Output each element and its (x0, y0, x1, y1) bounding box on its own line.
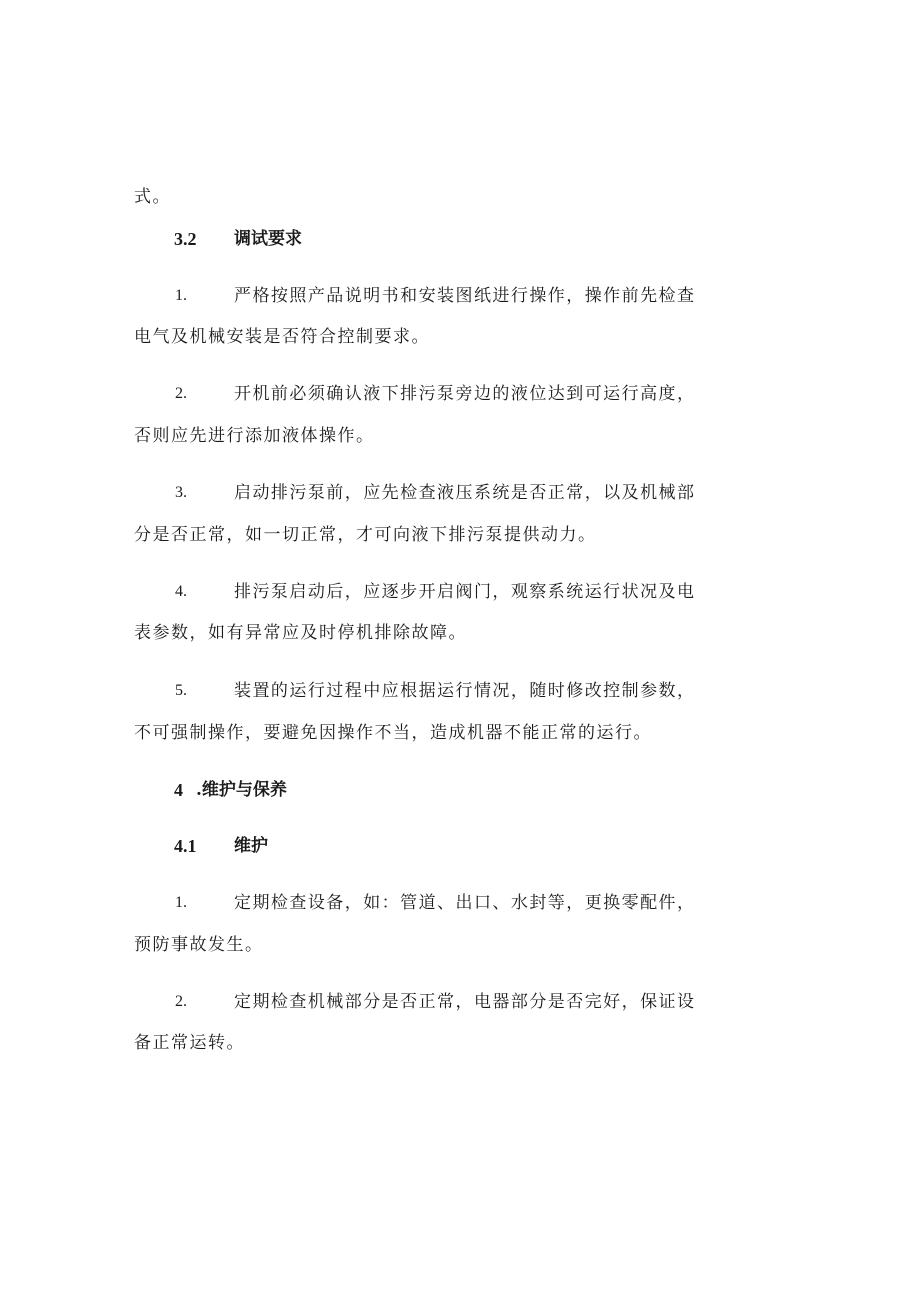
section-number: 4 (174, 780, 183, 800)
list-item-line: 开机前必须确认液下排污泵旁边的液位达到可运行高度， (234, 384, 694, 404)
list-item-number: 4. (175, 583, 187, 600)
list-item-number: 5. (175, 682, 187, 699)
list-item-line: 严格按照产品说明书和安装图纸进行操作，操作前先检查 (234, 286, 694, 306)
section-4-title: .维护与保养 (196, 780, 287, 800)
list-item-line: 启动排污泵前，应先检查液压系统是否正常，以及机械部 (234, 483, 694, 503)
section-3-2-title: 调试要求 (234, 229, 302, 249)
section-4-heading (174, 779, 183, 802)
section-number: 3.2 (174, 229, 197, 249)
section-4-1-title: 维护 (234, 836, 268, 856)
list-item-line: 预防事故发生。 (134, 935, 264, 955)
section-3-2-heading (174, 228, 197, 251)
list-item-number: 3. (175, 484, 187, 501)
list-item-number: 1. (175, 287, 187, 304)
list-item-line: 定期检查设备，如：管道、出口、水封等，更换零配件， (234, 893, 694, 913)
list-item-number: 2. (175, 385, 187, 402)
list-item-line: 否则应先进行添加液体操作。 (134, 426, 375, 446)
list-item-line: 分是否正常，如一切正常，才可向液下排污泵提供动力。 (134, 525, 597, 545)
list-item-number: 1. (175, 894, 187, 911)
list-item-line: 备正常运转。 (134, 1033, 245, 1053)
lead-fragment: 式。 (134, 187, 171, 207)
list-item-number: 2. (175, 993, 187, 1010)
list-item-line: 排污泵启动后，应逐步开启阀门，观察系统运行状况及电 (234, 582, 694, 602)
section-4-1-heading (174, 835, 197, 858)
list-item-line: 电气及机械安装是否符合控制要求。 (134, 327, 430, 347)
list-item-line: 不可强制操作，要避免因操作不当，造成机器不能正常的运行。 (134, 723, 652, 743)
list-item-line: 表参数，如有异常应及时停机排除故障。 (134, 623, 467, 643)
list-item-line: 定期检查机械部分是否正常，电器部分是否完好，保证设 (234, 992, 694, 1012)
list-item-line: 装置的运行过程中应根据运行情况，随时修改控制参数， (234, 681, 694, 701)
section-number: 4.1 (174, 836, 197, 856)
